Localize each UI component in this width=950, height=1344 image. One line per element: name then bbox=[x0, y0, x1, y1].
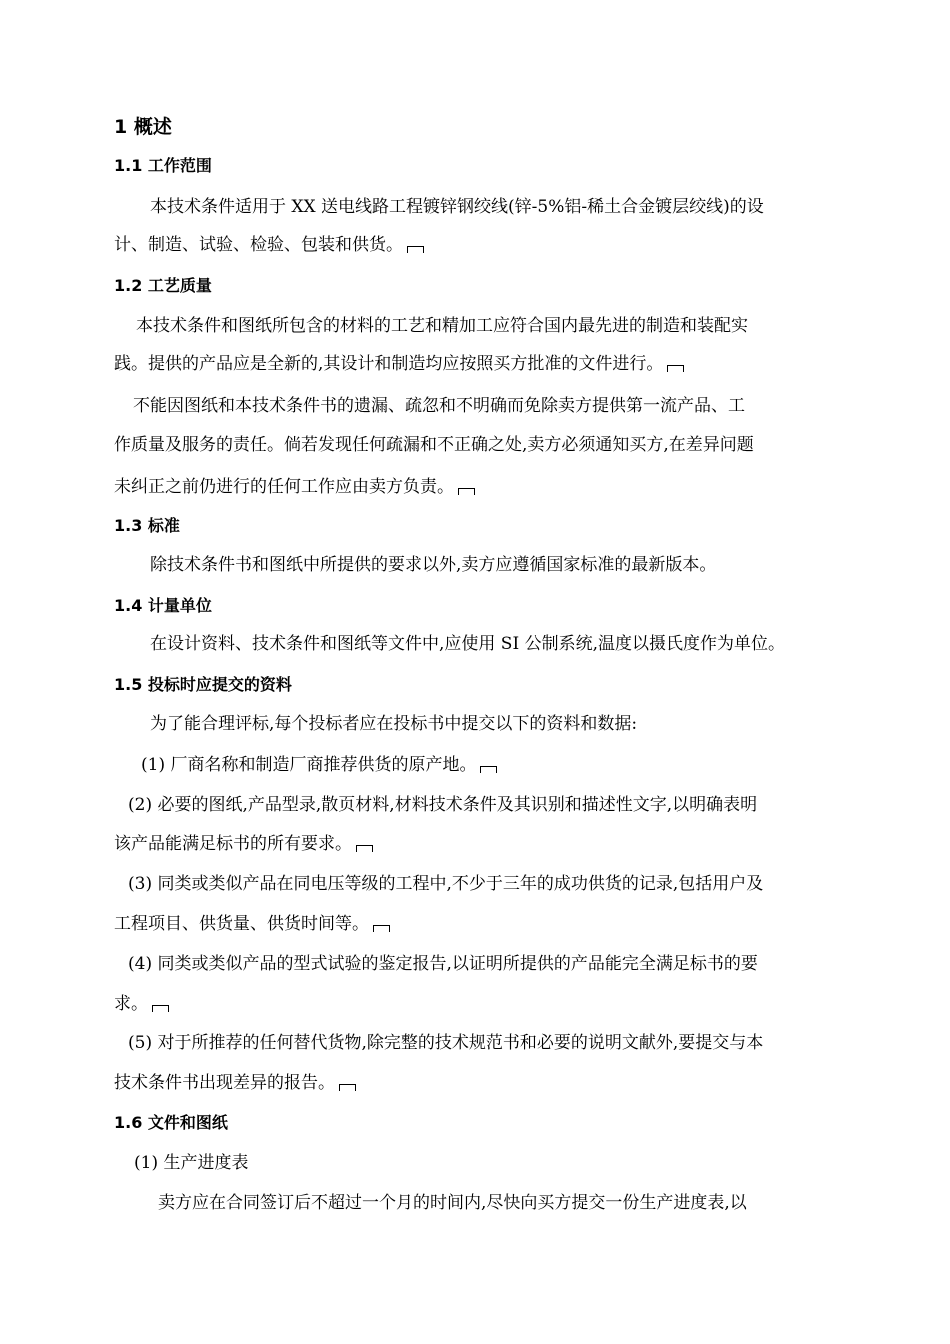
paragraph-mark-icon bbox=[356, 845, 373, 852]
section-1-2-heading: 1.2 工艺质量 bbox=[114, 276, 212, 295]
section-1-3-heading: 1.3 标准 bbox=[114, 516, 180, 535]
list-item: (3) 同类或类似产品在同电压等级的工程中,不少于三年的成功供货的记录,包括用户及 bbox=[128, 874, 764, 894]
paragraph-line: 本技术条件和图纸所包含的材料的工艺和精加工应符合国内最先进的制造和装配实 bbox=[136, 316, 748, 336]
paragraph-line: 卖方应在合同签订后不超过一个月的时间内,尽快向买方提交一份生产进度表,以 bbox=[158, 1193, 747, 1213]
paragraph-mark-icon bbox=[667, 365, 684, 372]
paragraph-mark-icon bbox=[373, 925, 390, 932]
list-item: (1) 厂商名称和制造厂商推荐供货的原产地。 bbox=[141, 757, 881, 774]
list-item: 技术条件书出现差异的报告。 bbox=[114, 1075, 854, 1092]
section-1-1-heading: 1.1 工作范围 bbox=[114, 156, 212, 175]
list-item: 求。 bbox=[114, 996, 854, 1013]
list-item: (4) 同类或类似产品的型式试验的鉴定报告,以证明所提供的产品能完全满足标书的要 bbox=[128, 954, 758, 974]
list-item: 工程项目、供货量、供货时间等。 bbox=[114, 916, 854, 933]
list-item: (2) 必要的图纸,产品型录,散页材料,材料技术条件及其识别和描述性文字,以明确表明 bbox=[128, 795, 758, 815]
section-1-5-heading: 1.5 投标时应提交的资料 bbox=[114, 675, 292, 694]
paragraph-line: 为了能合理评标,每个投标者应在投标书中提交以下的资料和数据: bbox=[150, 714, 638, 734]
paragraph-mark-icon bbox=[152, 1005, 169, 1012]
paragraph-mark-icon bbox=[458, 488, 475, 495]
list-item: (5) 对于所推荐的任何替代货物,除完整的技术规范书和必要的说明文献外,要提交与本 bbox=[128, 1033, 764, 1053]
paragraph-mark-icon bbox=[480, 766, 497, 773]
paragraph-line: 作质量及服务的责任。倘若发现任何疏漏和不正确之处,卖方必须通知买方,在差异问题 bbox=[114, 435, 754, 455]
paragraph-line: 计、制造、试验、检验、包装和供货。 bbox=[114, 237, 854, 254]
list-item: 该产品能满足标书的所有要求。 bbox=[114, 836, 854, 853]
section-1-6-heading: 1.6 文件和图纸 bbox=[114, 1113, 228, 1132]
paragraph-line: 践。提供的产品应是全新的,其设计和制造均应按照买方批准的文件进行。 bbox=[114, 356, 854, 373]
paragraph-line: 除技术条件书和图纸中所提供的要求以外,卖方应遵循国家标准的最新版本。 bbox=[150, 555, 717, 575]
paragraph-line: 在设计资料、技术条件和图纸等文件中,应使用 SI 公制系统,温度以摄氏度作为单位。 bbox=[150, 634, 785, 654]
section-1-heading: 1 概述 bbox=[114, 116, 172, 138]
list-item: (1) 生产进度表 bbox=[134, 1153, 249, 1173]
paragraph-line: 不能因图纸和本技术条件书的遗漏、疏忽和不明确而免除卖方提供第一流产品、工 bbox=[133, 396, 745, 416]
paragraph-mark-icon bbox=[339, 1084, 356, 1091]
paragraph-mark-icon bbox=[407, 246, 424, 253]
paragraph-line: 本技术条件适用于 XX 送电线路工程镀锌钢绞线(锌-5%铝-稀土合金镀层绞线)的设 bbox=[150, 197, 764, 217]
paragraph-line: 未纠正之前仍进行的任何工作应由卖方负责。 bbox=[114, 479, 854, 496]
section-1-4-heading: 1.4 计量单位 bbox=[114, 596, 212, 615]
